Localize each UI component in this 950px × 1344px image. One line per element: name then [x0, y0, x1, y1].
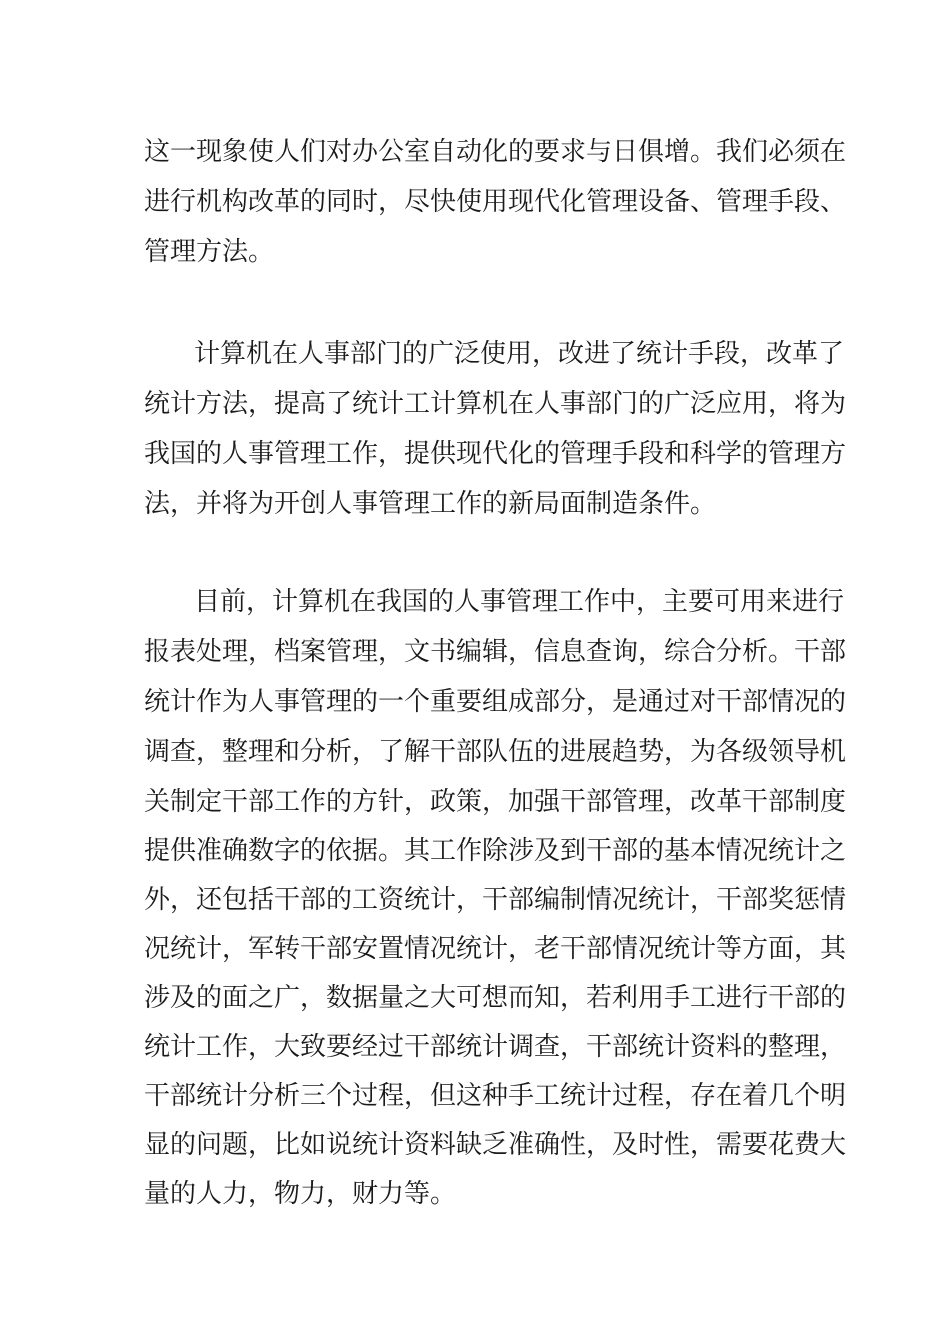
paragraph-3-line-11: 干部统计分析三个过程，但这种手工统计过程，存在着几个明 — [144, 1081, 847, 1111]
paragraph-2-line-2: 统计方法，提高了统计工计算机在人事部门的广泛应用，将为 — [144, 389, 847, 419]
paragraph-1-line-1: 这一现象使人们对办公室自动化的要求与日俱增。我们必须在 — [144, 137, 847, 167]
paragraph-2-line-1: 计算机在人事部门的广泛使用，改进了统计手段，改革了 — [194, 339, 845, 369]
paragraph-2-line-4: 法，并将为开创人事管理工作的新局面制造条件。 — [144, 489, 717, 519]
paragraph-3-line-6: 提供准确数字的依据。其工作除涉及到干部的基本情况统计之 — [144, 836, 847, 866]
paragraph-3-line-8: 况统计，军转干部安置情况统计，老干部情况统计等方面，其 — [144, 934, 847, 964]
paragraph-2-line-3: 我国的人事管理工作，提供现代化的管理手段和科学的管理方 — [144, 439, 847, 469]
paragraph-3-line-12: 显的问题，比如说统计资料缺乏准确性，及时性，需要花费大 — [144, 1130, 847, 1160]
paragraph-3-line-1: 目前，计算机在我国的人事管理工作中，主要可用来进行 — [194, 587, 845, 617]
paragraph-3-line-13: 量的人力，物力，财力等。 — [144, 1179, 457, 1209]
paragraph-3-line-5: 关制定干部工作的方针，政策，加强干部管理，改革干部制度 — [144, 787, 847, 817]
paragraph-1-line-2: 进行机构改革的同时，尽快使用现代化管理设备、管理手段、 — [144, 187, 847, 217]
paragraph-3-line-4: 调查，整理和分析，了解干部队伍的进展趋势，为各级领导机 — [144, 737, 847, 767]
paragraph-3-line-7: 外，还包括干部的工资统计，干部编制情况统计，干部奖惩情 — [144, 885, 847, 915]
paragraph-3-line-10: 统计工作，大致要经过干部统计调查，干部统计资料的整理， — [144, 1032, 847, 1062]
paragraph-3-line-2: 报表处理，档案管理，文书编辑，信息查询，综合分析。干部 — [144, 637, 847, 667]
paragraph-3-line-3: 统计作为人事管理的一个重要组成部分，是通过对干部情况的 — [144, 687, 847, 717]
paragraph-1-line-3: 管理方法。 — [144, 237, 275, 267]
paragraph-3-line-9: 涉及的面之广，数据量之大可想而知，若利用手工进行干部的 — [144, 983, 847, 1013]
